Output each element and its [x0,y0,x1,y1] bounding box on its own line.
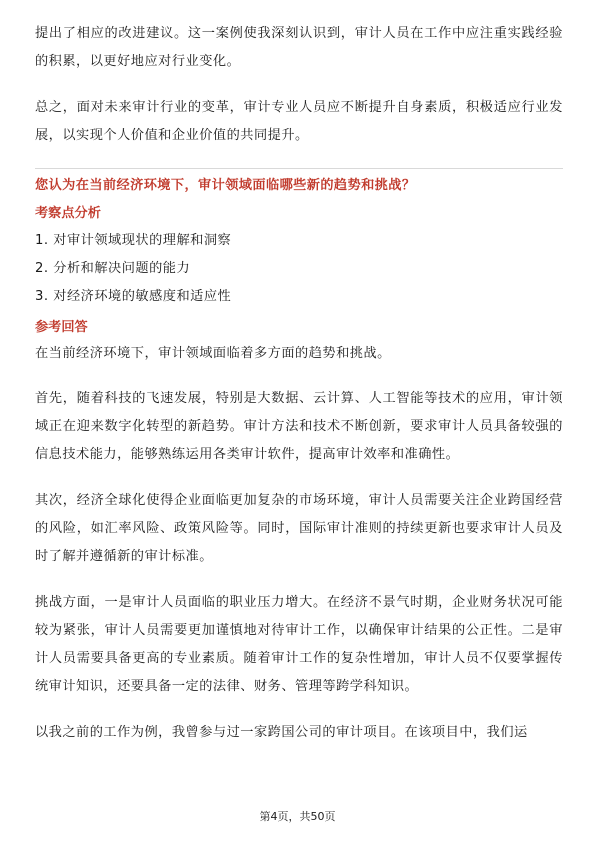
page-number: 第4页，共50页 [259,810,336,823]
answer-paragraph: 其次，经济全球化使得企业面临更加复杂的市场环境，审计人员需要关注企业跨国经营的风险，如汇率风险、政策风险等。同时，国际审计准则的持续更新也要求审计人员及时了解并遵循新的审计标准。 [35,493,563,564]
intro-paragraph: 提出了相应的改进建议。这一案例使我深刻认识到，审计人员在工作中应注重实践经验的积累，以更好地应对行业变化。 [35,26,563,69]
analysis-point: 1. 对审计领域现状的理解和洞察 [35,233,232,248]
analysis-point: 2. 分析和解决问题的能力 [35,261,191,276]
answer-heading: 参考回答 [35,320,88,335]
page-content [35,20,563,765]
answer-paragraph: 首先，随着科技的飞速发展，特别是大数据、云计算、人工智能等技术的应用，审计领域正在迎来数字化转型的新趋势。审计方法和技术不断创新，要求审计人员具备较强的信息技术能力，能够熟练运用各类审计软件，提高审计效率和准确性。 [35,391,563,462]
question-title: 您认为在当前经济环境下，审计领域面临哪些新的趋势和挑战？ [35,168,563,197]
intro-paragraph: 总之，面对未来审计行业的变革，审计专业人员应不断提升自身素质，积极适应行业发展，以实现个人价值和企业价值的共同提升。 [35,100,563,143]
answer-intro: 在当前经济环境下，审计领域面临着多方面的趋势和挑战。 [35,346,391,361]
analysis-point: 3. 对经济环境的敏感度和适应性 [35,289,232,304]
answer-paragraph: 挑战方面，一是审计人员面临的职业压力增大。在经济不景气时期，企业财务状况可能较为紧张，审计人员需要更加谨慎地对待审计工作，以确保审计结果的公正性。二是审计人员需要具备更高的专业素质。随着审计工作的复杂性增加，审计人员不仅要掌握传统审计知识，还要具备一定的法律、财务、管理等跨学科知识。 [35,595,563,694]
answer-paragraph: 以我之前的工作为例，我曾参与过一家跨国公司的审计项目。在该项目中，我们运 [35,725,528,740]
analysis-heading: 考察点分析 [35,206,101,221]
